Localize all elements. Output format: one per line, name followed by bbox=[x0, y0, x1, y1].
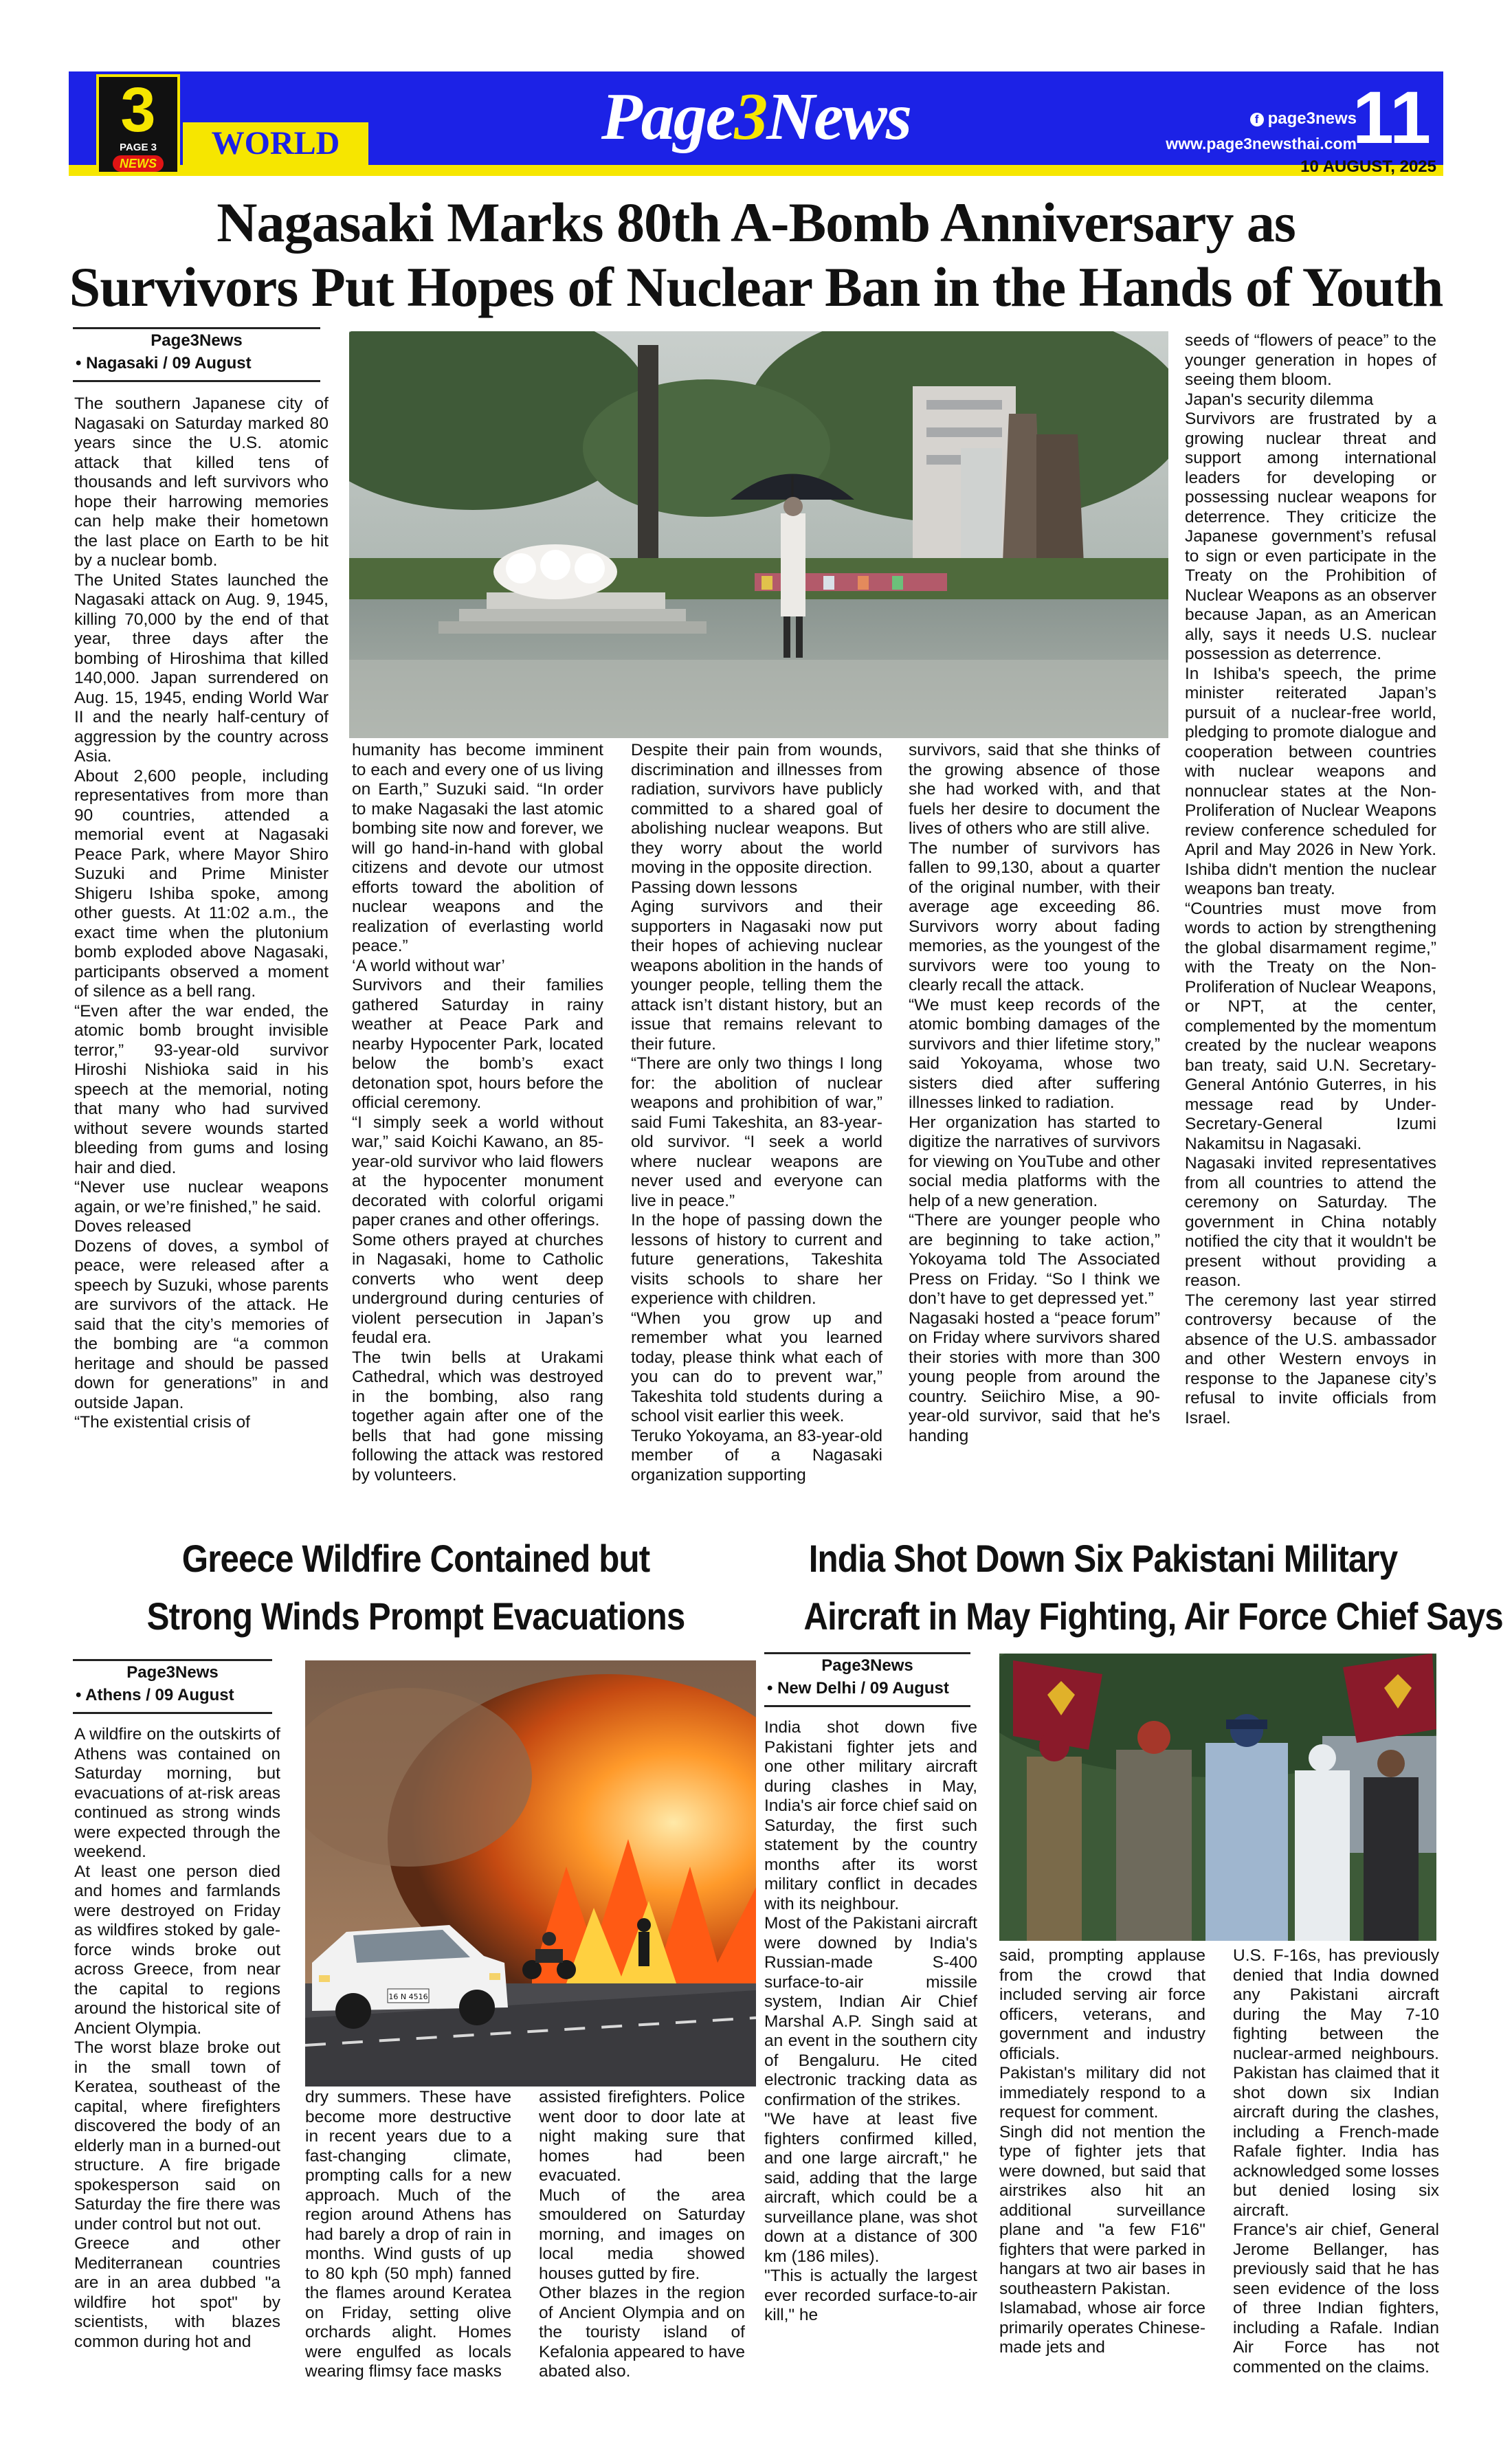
paragraph: About 2,600 people, including representatives from more than 90 countries, attended a memorial event at Nagasaki Peace Park, where Mayor Shiro Suzuki and Prime Minister Shigeru Ishiba spoke, among other guests. At 11:02 a.m., the exact time when the plutonium bomb exploded above Nagasaki, participants observed a moment of silence as a bell rang. bbox=[74, 766, 329, 1001]
paragraph: A wildfire on the outskirts of Athens was contained on Saturday morning, but evacuations of at-risk areas continued as strong winds were expected through the weekend. bbox=[74, 1725, 280, 1861]
subheading: Doves released bbox=[74, 1217, 192, 1236]
issue-date: 10 AUGUST, 2025 bbox=[1300, 157, 1436, 176]
paragraph: Other blazes in the region of Ancient Olympia and on the touristy island of Kefalonia appeared to have abated also. bbox=[539, 2284, 745, 2381]
subheading: Japan's security dilemma bbox=[1185, 390, 1374, 409]
newspaper-brand: Page3News bbox=[601, 80, 911, 154]
paragraph: "We have at least five fighters confirmed killed, and one large aircraft," he said, adding that the large aircraft, which could be a surveillance plane, was shot down at a distance of 300 km (186 miles). bbox=[764, 2110, 977, 2266]
paragraph: Aging survivors and their supporters in Nagasaki now put their hopes of achieving nuclear weapons abolition in the hands of younger people, telling them the attack isn’t distant history, but an issue that remains relevant to their future. bbox=[631, 898, 882, 1054]
article2-headline-line2: Strong Winds Prompt Evacuations bbox=[146, 1594, 685, 1638]
article3-headline-line1: India Shot Down Six Pakistani Military bbox=[808, 1537, 1398, 1580]
article2-column-3 bbox=[539, 2088, 745, 2440]
paragraph: “Countries must move from words to action by strengthening the global disarmament regime,” with the Treaty on the Non-Proliferation of Nuclear Weapons, or NPT, at the center, complemented by the momentum created by the nuclear weapons ban treaty, said U.N. Secretary-General António Guterres, in his message read by Under-Secretary-General Izumi Nakamitsu in Nagasaki. bbox=[1185, 899, 1436, 1153]
article2-column-2 bbox=[305, 2088, 511, 2440]
article2-headline-line1: Greece Wildfire Contained but bbox=[181, 1537, 650, 1580]
website-url: www.page3newsthai.com bbox=[1166, 135, 1357, 153]
paragraph: survivors, said that she thinks of the growing absence of those she had worked with, and that fuels her desire to document the lives of others who are still alive. bbox=[909, 741, 1160, 838]
article3-headline-line2: Aircraft in May Fighting, Air Force Chief Says bbox=[803, 1594, 1503, 1638]
facebook-handle: f page3news bbox=[1185, 109, 1357, 129]
byline-dateline: • Nagasaki / 09 August bbox=[76, 354, 252, 372]
paragraph: At least one person died and homes and farmlands were destroyed on Friday as wildfires stoked by gale-force winds broke out across Greece, from near the capital to regions around the historical site of Ancient Olympia. bbox=[74, 1862, 280, 2038]
paragraph: humanity has become imminent to each and every one of us living on Earth,” Suzuki said. “In order to make Nagasaki the last atomic bombing site now and forever, we will go hand-in-hand with global citizens and devote our utmost efforts toward the abolition of nuclear weapons and the realization of everlasting world peace.” bbox=[352, 741, 603, 955]
paragraph: “When you grow up and remember what you learned today, please think what each of you can do to prevent war,” Takeshita told students during a school visit earlier this week. bbox=[631, 1309, 882, 1425]
section-label: WORLD bbox=[183, 122, 368, 165]
paragraph: Dozens of doves, a symbol of peace, were released after a speech by Suzuki, whose parents are survivors of the attack. He said that the city’s memories of the bombing are “a common heritage and should be passed down for generations” in and outside Japan. bbox=[74, 1236, 329, 1412]
paragraph: “Even after the war ended, the atomic bomb brought invisible terror,” 93-year-old survivor Hiroshi Nishioka said in his speech at the memorial, noting that many who had survived without severe wounds started bleeding from gums and losing hair and died. bbox=[74, 1001, 329, 1177]
paragraph: Some others prayed at churches in Nagasaki, home to Catholic converts who went deep underground during centuries of violent persecution in Japan’s feudal era. bbox=[352, 1230, 603, 1347]
paragraph: The ceremony last year stirred controversy because of the absence of the U.S. ambassador and other Western envoys in response to the Japanese city’s refusal to invite officials from Israel. bbox=[1185, 1291, 1436, 1427]
car-license-plate: 16 N 4516 bbox=[388, 1992, 428, 2001]
article3-byline bbox=[764, 1652, 970, 1707]
paragraph: The worst blaze broke out in the small town of Keratea, southeast of the capital, where firefighters discovered the body of an elderly man in a burned-out structure. A fire brigade spokesperson said on Saturday the fire there was under control but not out. bbox=[74, 2038, 280, 2234]
article1-column-5 bbox=[1185, 331, 1436, 1524]
article1-column-4 bbox=[909, 741, 1160, 1524]
paragraph: The southern Japanese city of Nagasaki on Saturday marked 80 years since the U.S. atomic attack that killed tens of thousands and left survivors who hope their harrowing memories can help make their hometown the last place on Earth to be hit by a nuclear bomb. bbox=[74, 394, 329, 570]
paragraph: The number of survivors has fallen to 99,130, about a quarter of the original number, with their average age exceeding 86. Survivors worry about fading memories, as the youngest of the survivors were too young to clearly recall the attack. bbox=[909, 838, 1160, 994]
subheading: ‘A world without war’ bbox=[352, 956, 505, 975]
paragraph: seeds of “flowers of peace” to the younger generation in hopes of seeing them bloom. bbox=[1185, 331, 1436, 389]
paragraph: “There are only two things I long for: the abolition of nuclear weapons and prohibition of war,” said Fumi Takeshita, an 83-year-old survivor. “I seek a world where nuclear weapons are never used and everyone can live in peace.” bbox=[631, 1054, 882, 1210]
logo-text: PAGE 3 bbox=[120, 142, 157, 153]
article2-byline bbox=[73, 1659, 272, 1714]
article3-column-3 bbox=[1233, 1946, 1439, 2440]
paragraph: Most of the Pakistani aircraft were downed by India's Russian-made S-400 surface-to-air missile system, Indian Air Chief Marshal A.P. Singh said at an event in the southern city of Bengaluru. He cited electronic tracking data as confirmation of the strikes. bbox=[764, 1914, 977, 2109]
paragraph: Her organization has started to digitize the narratives of survivors for viewing on YouTube and other social media platforms with the help of a new generation. bbox=[909, 1113, 1160, 1210]
paragraph: Pakistan's military did not immediately respond to a request for comment. bbox=[999, 2064, 1205, 2122]
paragraph: France's air chief, General Jerome Bellanger, has previously said that he has seen evidence of the loss of three Indian fighters, including a Rafale. Indian Air Force has not commented on the claims. bbox=[1233, 2221, 1439, 2377]
article3-column-1 bbox=[764, 1718, 977, 2440]
paragraph: “There are younger people who are beginning to take action,” Yokoyama told The Associated Press on Friday. “So I think we don’t have to get depressed yet.” bbox=[909, 1211, 1160, 1308]
article1-byline bbox=[73, 327, 320, 382]
paragraph: In the hope of passing down the lessons of history to current and future generations, Takeshita visits schools to share her experience with children. bbox=[631, 1211, 882, 1308]
paragraph: dry summers. These have become more destructive in recent years due to a fast-changing climate, prompting calls for a new approach. Much of the region around Athens has had barely a drop of rain in months. Wind gusts of up to 80 kph (50 mph) fanned the flames around Keratea on Friday, setting olive orchards alight. Homes were engulfed as locals wearing flimsy face masks bbox=[305, 2088, 511, 2381]
byline-dateline: • Athens / 09 August bbox=[76, 1686, 234, 1704]
article1-column-2 bbox=[352, 741, 603, 1524]
paragraph: “We must keep records of the atomic bombing damages of the survivors and thier lifetime story,” said Yokoyama, whose two sisters died after suffering illnesses linked to radiation. bbox=[909, 995, 1160, 1112]
paragraph: Survivors and their families gathered Saturday in rainy weather at Peace Park and nearby Hypocenter Park, located below the bomb’s exact detonation spot, hours before the official ceremony. bbox=[352, 976, 603, 1112]
paragraph: U.S. F-16s, has previously denied that India downed any Pakistani aircraft during the May 7-10 fighting between the nuclear-armed neighbours. Pakistan has claimed that it shot down six Indian aircraft during the clashes, including a French-made Rafale fighter. India has acknowledged some losses but denied losing six aircraft. bbox=[1233, 1946, 1439, 2220]
page-number: 11 bbox=[1352, 76, 1432, 159]
paragraph: Nagasaki invited representatives from all countries to attend the ceremony on Saturday. The government in China notably notified the city that it wouldn't be present without providing a reason. bbox=[1185, 1154, 1436, 1290]
article1-headline-line1: Nagasaki Marks 80th A-Bomb Anniversary as bbox=[216, 191, 1296, 254]
article2-column-1 bbox=[74, 1725, 280, 2440]
paragraph: said, prompting applause from the crowd that included serving air force officers, veterans, and government and industry officials. bbox=[999, 1946, 1205, 2063]
paragraph: "This is actually the largest ever recorded surface-to-air kill," he bbox=[764, 2267, 977, 2324]
paragraph: Islamabad, whose air force primarily operates Chinese-made jets and bbox=[999, 2299, 1205, 2357]
paragraph: Despite their pain from wounds, discrimination and illnesses from radiation, survivors have publicly committed to a shared goal of abolishing nuclear weapons. But they worry about the world moving in the opposite direction. bbox=[631, 741, 882, 877]
page3-logo bbox=[96, 74, 180, 175]
wildfire-photo bbox=[305, 1660, 756, 2087]
paragraph: The twin bells at Urakami Cathedral, which was destroyed in the bombing, also rang together again after one of the bells that had gone missing following the attack was restored by volunteers. bbox=[352, 1348, 603, 1484]
facebook-icon: f bbox=[1250, 113, 1264, 126]
paragraph: In Ishiba's speech, the prime minister reiterated Japan’s pursuit of a nuclear-free world, pledging to promote dialogue and cooperation between countries with nuclear weapons and nonnuclear states at the Non-Proliferation of Nuclear Weapons review conference scheduled for April and May 2026 in New York. Ishiba didn't mention the nuclear weapons ban treaty. bbox=[1185, 664, 1436, 898]
paragraph: The United States launched the Nagasaki attack on Aug. 9, 1945, killing 70,000 by the end of that year, three days after the bombing of Hiroshima that killed 140,000. Japan surrendered on Aug. 15, 1945, ending World War II and the nearly half-century of aggression by the country across Asia. bbox=[74, 570, 329, 766]
paragraph: Singh did not mention the type of fighter jets that were downed, but said that airstrikes also hit an additional surveillance plane and "a few F16" fighters that were parked in hangars at two air bases in southeastern Pakistan. bbox=[999, 2122, 1205, 2298]
paragraph: Survivors are frustrated by a growing nuclear threat and support among international leaders for developing or possessing nuclear weapons for deterrence. They criticize the Japanese government’s refusal to sign or even participate in the Treaty on the Prohibition of Nuclear Weapons as an observer because Japan, as an American ally, says it needs U.S. nuclear possession as deterrence. bbox=[1185, 410, 1436, 663]
subheading: Passing down lessons bbox=[631, 878, 798, 897]
paragraph: “Never use nuclear weapons again, or we’re finished,” he said. bbox=[74, 1178, 329, 1216]
byline-source: Page3News bbox=[151, 331, 243, 350]
paragraph: India shot down five Pakistani fighter jets and one other military aircraft during clashes in May, India's air force chief said on Saturday, the first such statement by the country months after its worst military conflict in decades with its neighbour. bbox=[764, 1718, 977, 1913]
byline-source: Page3News bbox=[126, 1663, 219, 1682]
paragraph: Teruko Yokoyama, an 83-year-old member of a Nagasaki organization supporting bbox=[631, 1426, 882, 1484]
byline-dateline: • New Delhi / 09 August bbox=[767, 1679, 949, 1698]
article3-column-2 bbox=[999, 1946, 1205, 2440]
paragraph: assisted firefighters. Police went door to door late at night making sure that homes had been evacuated. bbox=[539, 2088, 745, 2185]
article1-column-3 bbox=[631, 741, 882, 1524]
logo-news-badge: NEWS bbox=[113, 155, 164, 172]
article1-column-1 bbox=[74, 394, 329, 1523]
nagasaki-photo bbox=[349, 331, 1168, 738]
paragraph: Greece and other Mediterranean countries are in an area dubbed "a wildfire hot spot" by scientists, with blazes common during hot and bbox=[74, 2234, 280, 2351]
paragraph: “The existential crisis of bbox=[74, 1413, 250, 1432]
byline-source: Page3News bbox=[821, 1656, 913, 1675]
paragraph: Nagasaki hosted a “peace forum” on Friday where survivors shared their stories with more than 300 young people from around the country. Seiichiro Mise, a 90-year-old survivor, said that he's handing bbox=[909, 1309, 1160, 1445]
paragraph: Much of the area smouldered on Saturday morning, and images on local media showed houses gutted by fire. bbox=[539, 2185, 745, 2283]
article1-headline-line2: Survivors Put Hopes of Nuclear Ban in the Hands of Youth bbox=[69, 256, 1443, 318]
air-force-chief-photo bbox=[999, 1654, 1436, 1941]
paragraph: “I simply seek a world without war,” said Koichi Kawano, an 85-year-old survivor who laid flowers at the hypocenter monument decorated with colorful origami paper cranes and other offerings. bbox=[352, 1113, 603, 1229]
logo-numeral: 3 bbox=[120, 75, 156, 145]
